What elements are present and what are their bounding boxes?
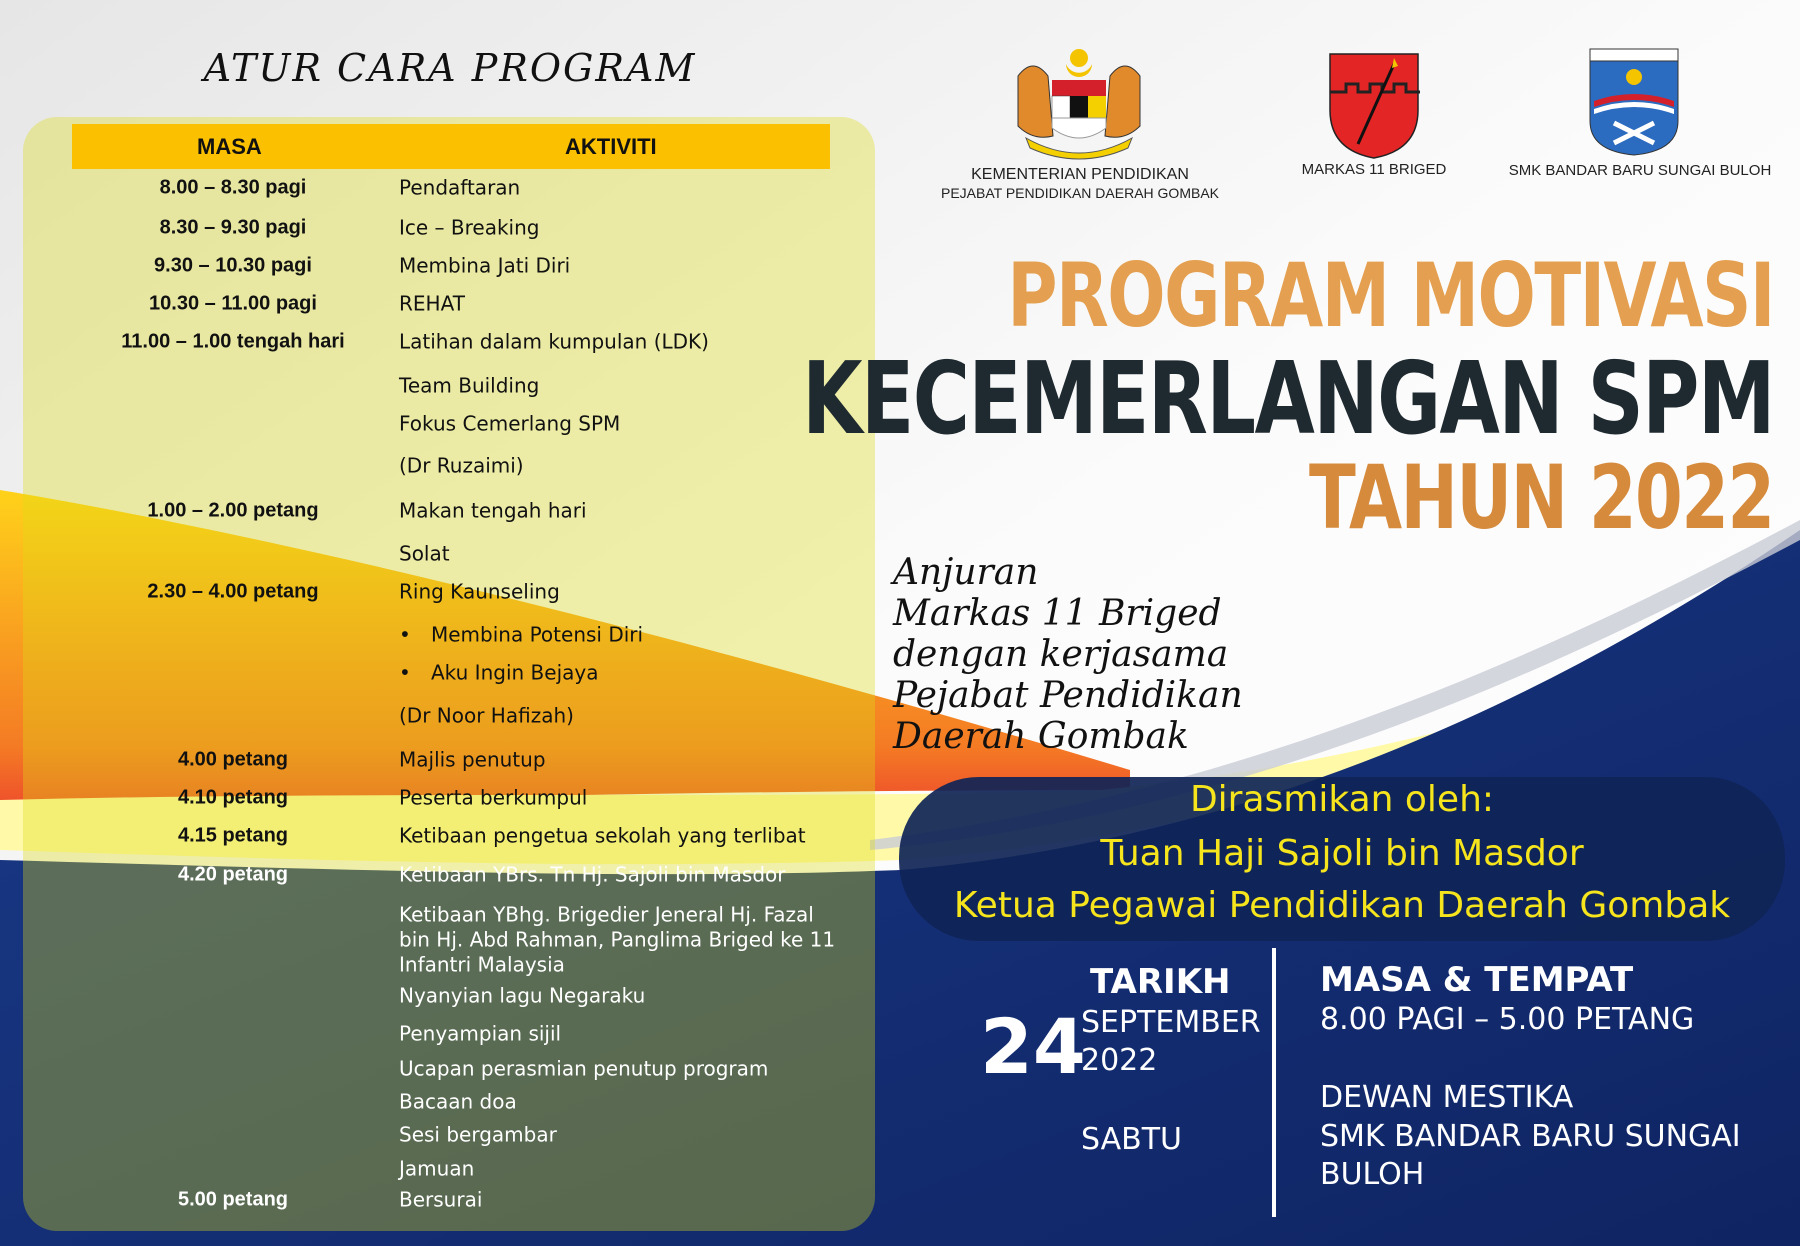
row-activity: Solat (399, 541, 450, 566)
row-activity: Pendaftaran (399, 175, 521, 200)
row-activity: Makan tengah hari (399, 498, 587, 523)
row-activity: Bacaan doa (399, 1089, 517, 1114)
row-time: 5.00 petang (177, 1188, 289, 1211)
row-time: 1.00 – 2.00 petang (147, 499, 319, 522)
row-activity: Ring Kaunseling (399, 579, 560, 604)
date-weekday: SABTU (1081, 1122, 1182, 1157)
row-time: 4.00 petang (177, 748, 289, 771)
logo-2-line1: MARKAS 11 BRIGED (1301, 161, 1447, 178)
row-activity (399, 661, 839, 686)
organiser-line: Markas 11 Briged (893, 593, 1222, 634)
officiated-label: Dirasmikan oleh: (1189, 779, 1495, 820)
date-day: 24 (980, 1002, 1086, 1091)
date-year: 2022 (1081, 1043, 1158, 1078)
logo-1-line2: PEJABAT PENDIDIKAN DAERAH GOMBAK (941, 185, 1219, 201)
organiser-line: Pejabat Pendidikan (893, 675, 1243, 716)
organiser-line: Daerah Gombak (893, 716, 1189, 757)
venue-label: MASA & TEMPAT (1320, 960, 1634, 1000)
venue-place3: BULOH (1320, 1157, 1425, 1192)
row-activity: REHAT (399, 291, 465, 316)
logo-1-line1: KEMENTERIAN PENDIDIKAN (971, 166, 1189, 183)
row-time: 8.30 – 9.30 pagi (159, 216, 307, 239)
row-activity: Peserta berkumpul (399, 785, 588, 810)
row-time: 10.30 – 11.00 pagi (149, 292, 317, 315)
row-activity: Ucapan perasmian penutup program (399, 1056, 769, 1081)
row-activity: Sesi bergambar (399, 1122, 557, 1147)
organiser-line: Anjuran (893, 552, 1039, 593)
venue-place1: DEWAN MESTIKA (1320, 1080, 1574, 1115)
row-activity: Jamuan (399, 1156, 475, 1181)
schedule-header (72, 124, 830, 169)
row-time: 11.00 – 1.00 tengah hari (121, 330, 345, 353)
bullet-icon: • (399, 660, 411, 685)
divider (1272, 948, 1276, 1217)
headline-line3: TAHUN 2022 (1309, 446, 1774, 549)
row-activity: Penyampian sijil (399, 1021, 562, 1046)
row-activity: Ketibaan YBhg. Brigedier Jeneral Hj. Fazal bin Hj. Abd Rahman, Panglima Briged ke 11 Infantri Malaysia (399, 902, 836, 977)
schedule-title: ATUR CARA PROGRAM (203, 46, 697, 90)
row-activity: Majlis penutup (399, 747, 546, 772)
header-activity: AKTIVITI (565, 134, 657, 159)
row-activity-text: Aku Ingin Bejaya (431, 660, 599, 685)
row-activity: Team Building (399, 373, 540, 398)
coat-of-arms-icon (1008, 46, 1150, 162)
header-time: MASA (197, 134, 262, 159)
venue-time: 8.00 PAGI – 5.00 PETANG (1320, 1002, 1695, 1037)
school-crest-icon (1584, 47, 1684, 159)
logo-3-line1: SMK BANDAR BARU SUNGAI BULOH (1508, 162, 1772, 179)
row-activity: Latihan dalam kumpulan (LDK) (399, 329, 709, 354)
headline-line1: PROGRAM MOTIVASI (1007, 244, 1774, 347)
officiated-name: Tuan Haji Sajoli bin Masdor (1100, 833, 1584, 874)
headline-line2: KECEMERLANGAN SPM (802, 340, 1774, 457)
brigade-shield-icon (1328, 52, 1420, 160)
row-activity: Ketibaan YBrs. Tn Hj. Sajoli bin Masdor (399, 862, 786, 887)
row-activity: (Dr Noor Hafizah) (399, 703, 574, 728)
date-label: TARIKH (1090, 962, 1231, 1002)
row-activity: Ketibaan pengetua sekolah yang terlibat (399, 823, 806, 848)
date-month: SEPTEMBER (1081, 1005, 1261, 1040)
row-activity: Ice – Breaking (399, 215, 540, 240)
row-time: 4.20 petang (177, 863, 289, 886)
row-time: 8.00 – 8.30 pagi (159, 176, 307, 199)
organiser-text (893, 552, 1243, 757)
officiated-title: Ketua Pegawai Pendidikan Daerah Gombak (953, 885, 1731, 926)
row-activity-text: Membina Potensi Diri (431, 622, 644, 647)
bullet-icon: • (399, 622, 411, 647)
organiser-line: dengan kerjasama (893, 634, 1229, 675)
row-activity: Membina Jati Diri (399, 253, 571, 278)
venue-place2: SMK BANDAR BARU SUNGAI (1320, 1119, 1741, 1154)
row-activity (399, 623, 839, 648)
row-activity: (Dr Ruzaimi) (399, 453, 524, 478)
row-time: 2.30 – 4.00 petang (147, 580, 319, 603)
row-activity: Fokus Cemerlang SPM (399, 411, 621, 436)
row-time: 9.30 – 10.30 pagi (154, 254, 312, 277)
row-time: 4.10 petang (177, 786, 289, 809)
row-time: 4.15 petang (177, 824, 289, 847)
row-activity: Nyanyian lagu Negaraku (399, 983, 646, 1008)
row-activity: Bersurai (399, 1187, 483, 1212)
